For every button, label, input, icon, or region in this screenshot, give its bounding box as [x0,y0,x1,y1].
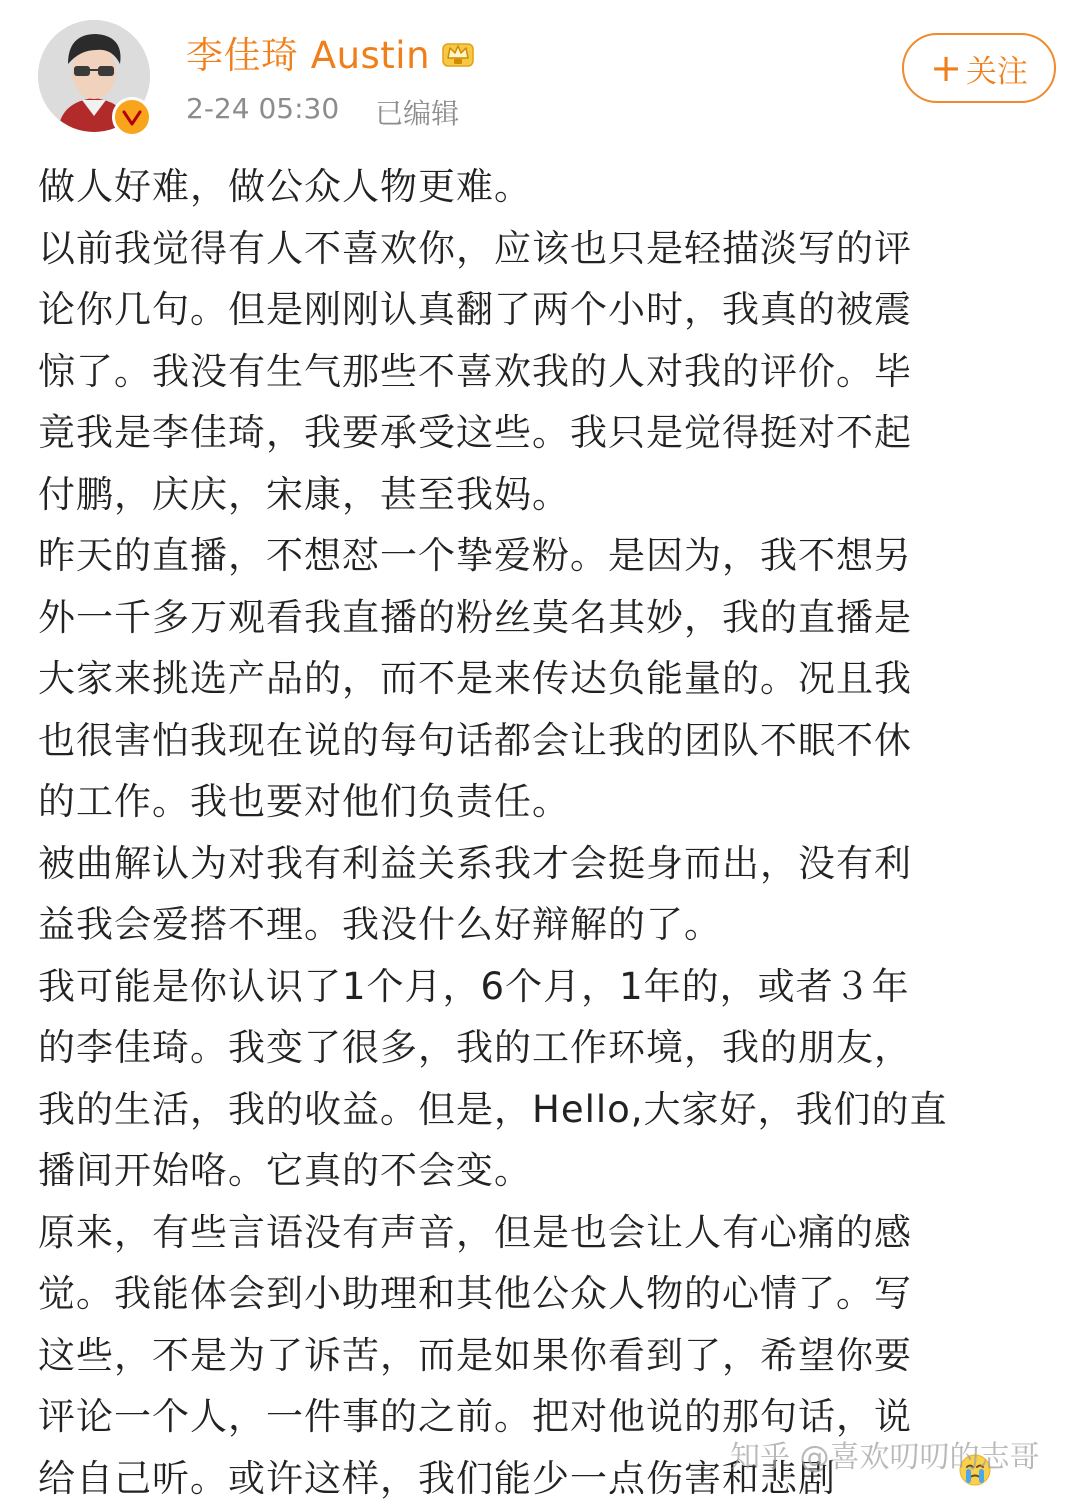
follow-button[interactable] [902,33,1056,103]
post-timestamp: 2-24 05:30 [186,92,339,132]
verified-badge-icon [112,97,152,137]
post-text-line: 论你几句。但是刚刚认真翻了两个小时，我真的被震 [38,279,1058,341]
post-text-line: 觉。我能体会到小助理和其他公众人物的心情了。写 [38,1263,1058,1325]
post-text-line: 原来，有些言语没有声音，但是也会让人有心痛的感 [38,1202,1058,1264]
post-text-line: 以前我觉得有人不喜欢你，应该也只是轻描淡写的评 [38,218,1058,280]
post-text-line: 给自己听。或许这样，我们能少一点伤害和悲剧 [38,1448,1058,1509]
post-text-line: 竟我是李佳琦，我要承受这些。我只是觉得挺对不起 [38,402,1058,464]
watermark-text: 知乎 @喜欢叨叨的志哥 [730,1432,1040,1476]
post-text-line: 被曲解认为对我有利益关系我才会挺身而出，没有利 [38,833,1058,895]
post-text-line: 付鹏，庆庆，宋康，甚至我妈。 [38,464,1058,526]
post-text-line: 做人好难，做公众人物更难。 [38,156,1058,218]
post-meta [186,92,459,132]
post-text-line: 我的生活，我的收益。但是，Hello,大家好，我们的直 [38,1079,1058,1141]
post-text-line: 外一千多万观看我直播的粉丝莫名其妙，我的直播是 [38,587,1058,649]
post-text-line: 的工作。我也要对他们负责任。 [38,771,1058,833]
post-text-line: 昨天的直播，不想怼一个挚爱粉。是因为，我不想另 [38,525,1058,587]
post-header [0,0,1079,150]
edited-label[interactable]: 已编辑 [375,92,459,132]
post-text-line: 评论一个人，一件事的之前。把对他说的那句话，说 [38,1386,1058,1448]
plus-icon: + [930,49,962,87]
post-text-line: 我可能是你认识了1个月，6个月，1年的，或者３年 [38,956,1058,1018]
crown-vip-icon [440,34,476,70]
post-text-line: 的李佳琦。我变了很多，我的工作环境，我的朋友， [38,1017,1058,1079]
post-text-line: 播间开始咯。它真的不会变。 [38,1140,1058,1202]
post-text-line: 益我会爱搭不理。我没什么好辩解的了。 [38,894,1058,956]
follow-label: 关注 [966,46,1028,91]
post-text-line: 也很害怕我现在说的每句话都会让我的团队不眠不休 [38,710,1058,772]
post-body [38,156,1058,1509]
post-text-line: 这些，不是为了诉苦，而是如果你看到了，希望你要 [38,1325,1058,1387]
author-name[interactable]: 李佳琦 Austin [186,25,430,79]
zhihu-watermark [730,1432,1040,1476]
author-row [186,28,476,76]
post-text-line: 惊了。我没有生气那些不喜欢我的人对我的评价。毕 [38,341,1058,403]
post-text-line: 大家来挑选产品的，而不是来传达负能量的。况且我 [38,648,1058,710]
